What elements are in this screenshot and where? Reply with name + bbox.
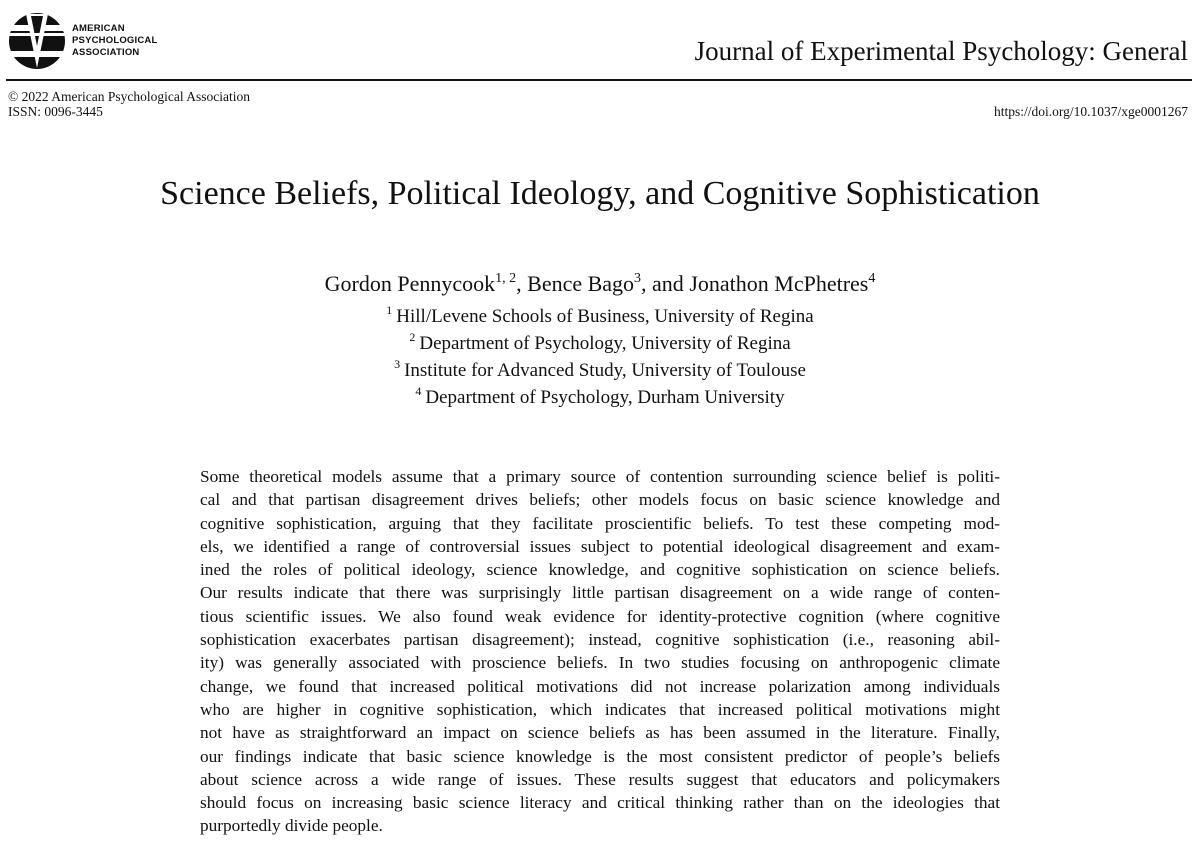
abstract-line: our findings indicate that basic science knowledge is the most consistent predictor of people’s beliefs	[200, 746, 1000, 766]
author-superscript: 3	[634, 271, 642, 286]
doi-link[interactable]: https://doi.org/10.1037/xge0001267	[993, 104, 1188, 119]
abstract-line: change, we found that increased political motivations did not increase polarization among individuals	[200, 676, 1000, 696]
affiliation-item	[0, 330, 1200, 357]
abstract-line: ity) was generally associated with proscience beliefs. In two studies focusing on anthropogenic climate	[200, 653, 1000, 673]
author-separator: , and	[641, 271, 690, 296]
author-name: Bence Bago	[527, 271, 635, 296]
apa-logo	[8, 12, 157, 70]
publication-meta	[8, 89, 250, 119]
affiliation-text: Department of Psychology, Durham University	[425, 387, 785, 408]
abstract-line: not have as straightforward an impact on science beliefs as has been assumed in the literature. Finally,	[200, 723, 1000, 743]
affiliation-text: Department of Psychology, University of Regina	[419, 333, 791, 354]
abstract-line: tious scientific issues. We also found weak evidence for identity-protective cognition (where cognitive	[200, 606, 1000, 626]
abstract-line: who are higher in cognitive sophistication, which indicates that increased political motivations might	[200, 699, 1000, 719]
issn-line: ISSN: 0096-3445	[8, 104, 103, 119]
abstract	[200, 465, 1000, 838]
abstract-line: purportedly divide people.	[200, 816, 383, 836]
author-list	[0, 271, 1200, 297]
affiliation-item	[0, 357, 1200, 384]
abstract-line: should focus on increasing basic science literacy and critical thinking rather than on the ideologies that	[200, 793, 1000, 813]
abstract-line: els, we identified a range of controversial issues subject to potential ideological disagreement and exam-	[200, 536, 1000, 556]
logo-line-3: ASSOCIATION	[72, 47, 140, 58]
journal-title: Journal of Experimental Psychology: General	[694, 36, 1188, 66]
copyright-line: © 2022 American Psychological Association	[8, 89, 250, 104]
affiliation-number: 3	[394, 357, 401, 371]
author-name: Gordon Pennycook	[324, 271, 496, 296]
affiliation-number: 1	[386, 303, 393, 317]
apa-logo-text	[72, 23, 157, 59]
header-rule	[6, 79, 1192, 81]
affiliation-item	[0, 384, 1200, 411]
logo-line-1: AMERICAN	[72, 23, 125, 34]
author-superscript: 4	[868, 271, 876, 286]
apa-logo-icon	[8, 12, 66, 70]
affiliation-number: 2	[409, 330, 416, 344]
affiliation-text: Hill/Levene Schools of Business, University of Regina	[396, 306, 814, 327]
abstract-line: sophistication exacerbates partisan disagreement); instead, cognitive sophistication (i.e., reasoning abil-	[200, 630, 1000, 650]
abstract-line: Some theoretical models assume that a primary source of contention surrounding science belief is politi-	[200, 467, 1000, 486]
abstract-line: Our results indicate that there was surprisingly little partisan disagreement on a wide range of conten-	[200, 583, 1000, 603]
affiliation-number: 4	[415, 384, 422, 398]
logo-line-2: PSYCHOLOGICAL	[72, 35, 158, 46]
abstract-line: cal and that partisan disagreement drives beliefs; other models focus on basic science knowledge and	[200, 490, 1000, 510]
author-separator: ,	[516, 271, 528, 296]
abstract-line: ined the roles of political ideology, science knowledge, and cognitive sophistication on science beliefs.	[200, 560, 1000, 580]
affiliation-text: Institute for Advanced Study, University of Toulouse	[404, 360, 806, 381]
article-title: Science Beliefs, Political Ideology, and Cognitive Sophistication	[160, 175, 1040, 212]
abstract-line: about science across a wide range of issues. These results suggest that educators and policymakers	[200, 769, 1000, 789]
affiliation-list	[0, 303, 1200, 411]
author-name: Jonathon McPhetres	[689, 271, 869, 296]
affiliation-item	[0, 303, 1200, 330]
abstract-line: cognitive sophistication, arguing that they facilitate proscientific beliefs. To test these competing mod-	[200, 513, 1000, 533]
author-superscript: 1, 2	[495, 271, 517, 286]
